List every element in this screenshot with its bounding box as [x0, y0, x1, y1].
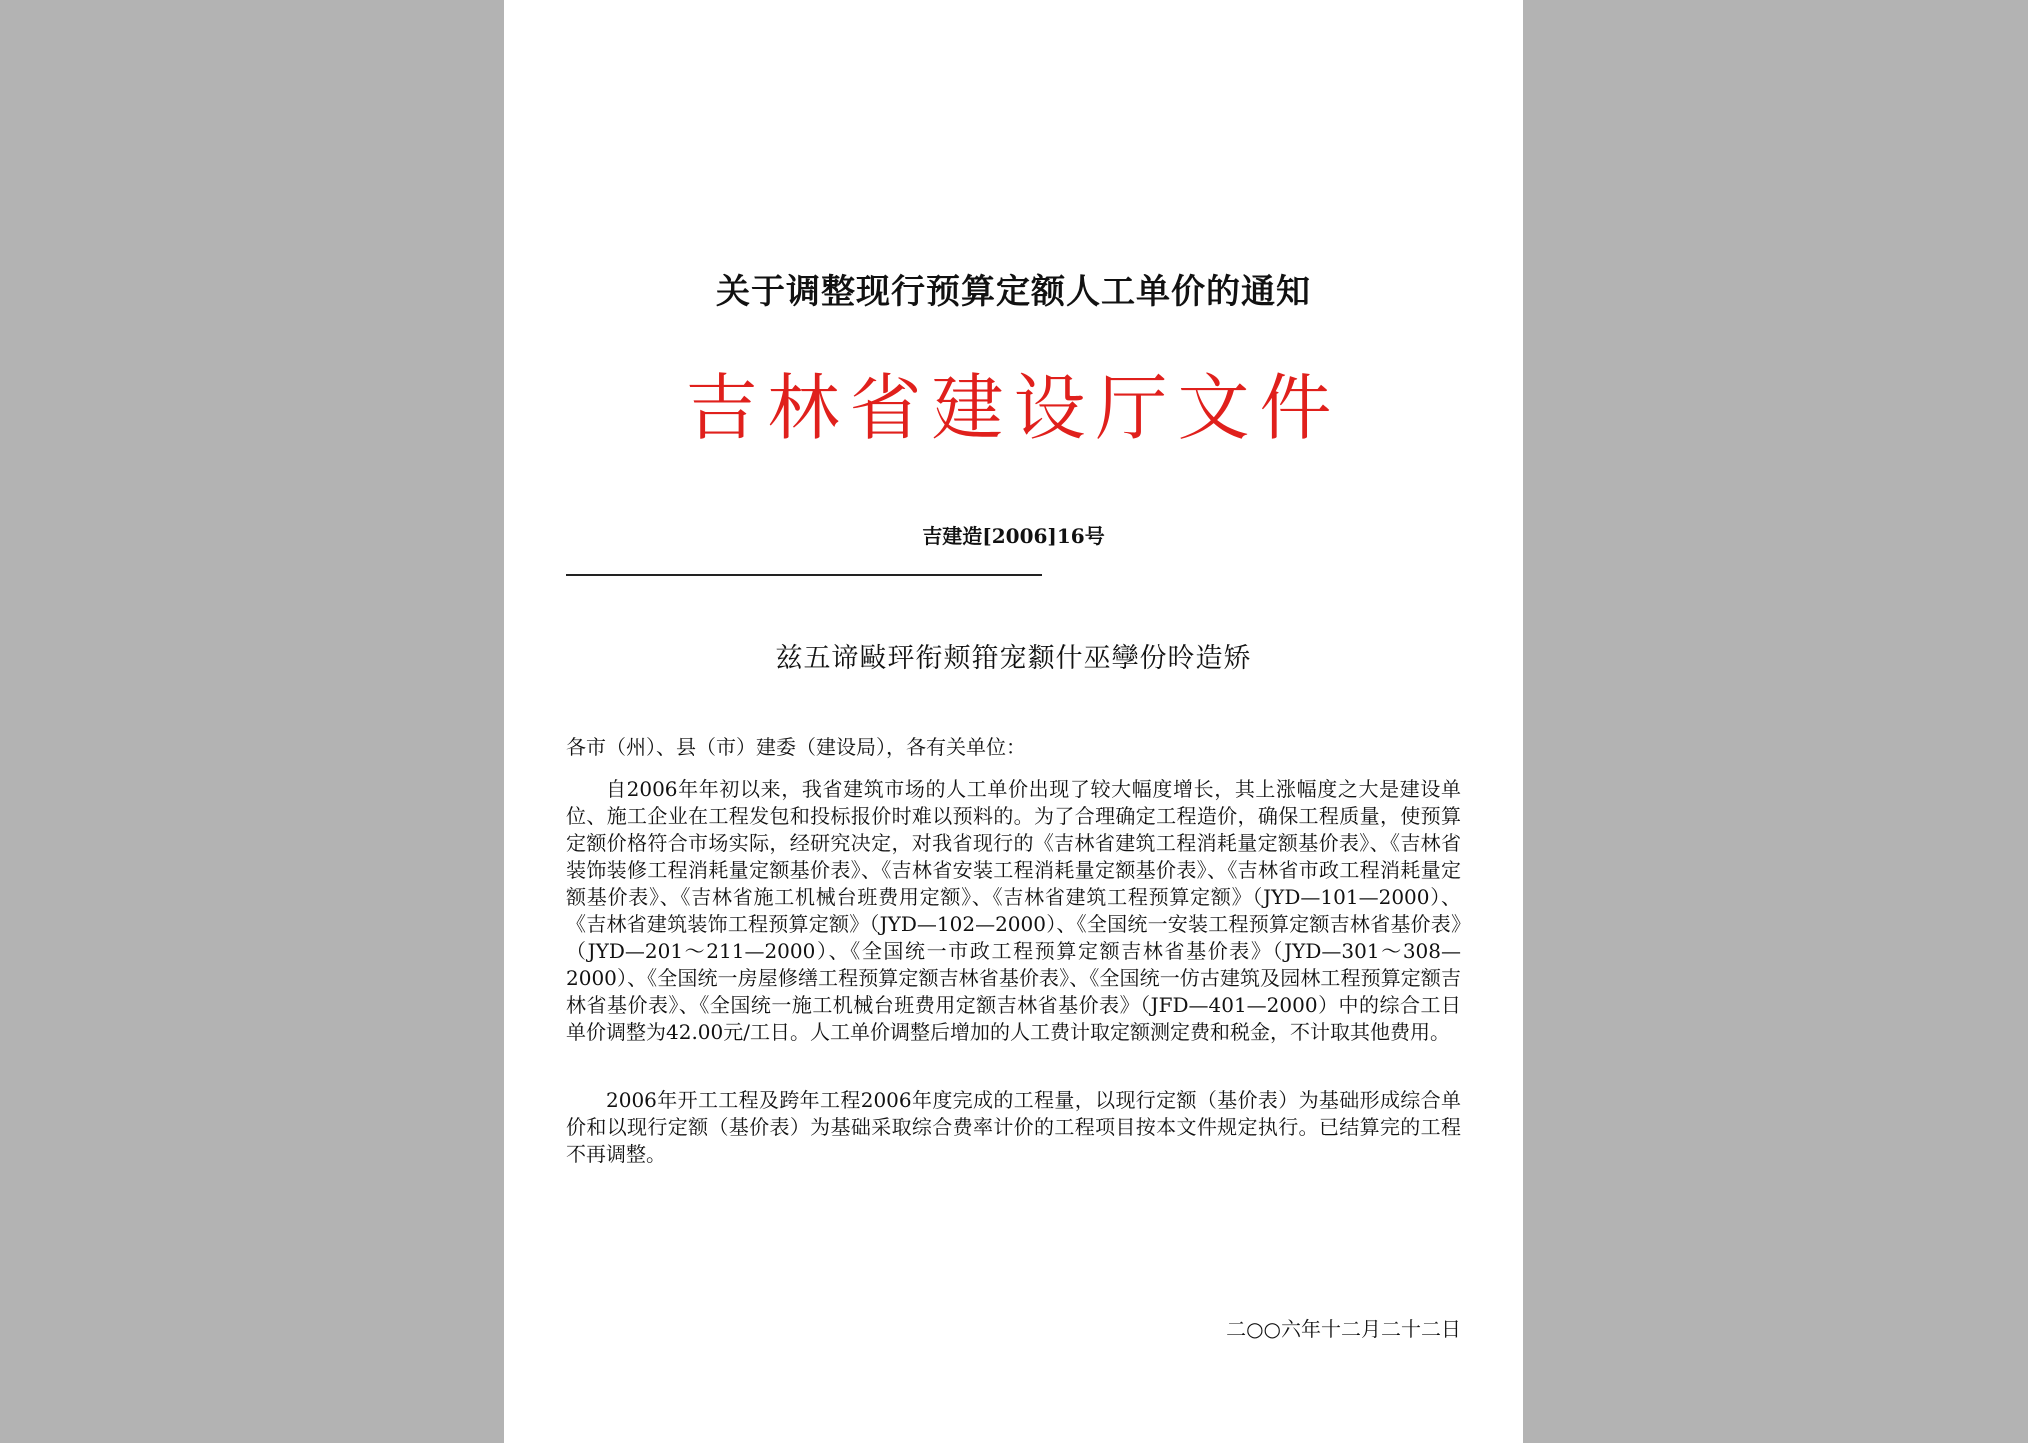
notice-title: 关于调整现行预算定额人工单价的通知 [716, 272, 1311, 312]
header-rule [566, 574, 1042, 576]
garbled-subtitle: 兹五谛敺玶衔颊箝宠颣什巫孿份昤造矫 [775, 643, 1252, 674]
document-page [504, 0, 1523, 1443]
red-header: 吉林省建设厅文件 [685, 366, 1342, 450]
document-number: 吉建造[2006]16号 [922, 524, 1105, 548]
paragraph-1: 自2006年年初以来，我省建筑市场的人工单价出现了较大幅度增长，其上涨幅度之大是建设单位、施工企业在工程发包和投标报价时难以预料的。为了合理确定工程造价，确保工程质量，使预算定额价格符合市场实际，经研究决定，对我省现行的《吉林省建筑工程消耗量定额基价表》、《吉林省装饰装修工程消耗量定额基价表》、《吉林省安装工程消耗量定额基价表》、《吉林省市政工程消耗量定额基价表》、《吉林省施工机械台班费用定额》、《吉林省建筑工程预算定额》（JYD—101—2000）、《吉林省建筑装饰工程预算定额》（JYD—102—2000）、《全国统一安装工程预算定额吉林省基价表》（JYD—201～211—2000）、《全国统一市政工程预算定额吉林省基价表》（JYD—301～308—2000）、《全国统一房屋修缮工程预算定额吉林省基价表》、《全国统一仿古建筑及园林工程预算定额吉林省基价表》、《全国统一施工机械台班费用定额吉林省基价表》（JFD—401—2000）中的综合工日单价调整为42.00元/工日。人工单价调整后增加的人工费计取定额测定费和税金，不计取其他费用。 [566, 777, 1461, 1044]
salutation: 各市（州）、县（市）建委（建设局），各有关单位： [566, 735, 1026, 759]
paragraph-2: 2006年开工工程及跨年工程2006年度完成的工程量，以现行定额（基价表）为基础形成综合单价和以现行定额（基价表）为基础采取综合费率计价的工程项目按本文件规定执行。已结算完的工程不再调整。 [566, 1088, 1461, 1166]
issue-date: 二○○六年十二月二十二日 [1226, 1317, 1461, 1341]
